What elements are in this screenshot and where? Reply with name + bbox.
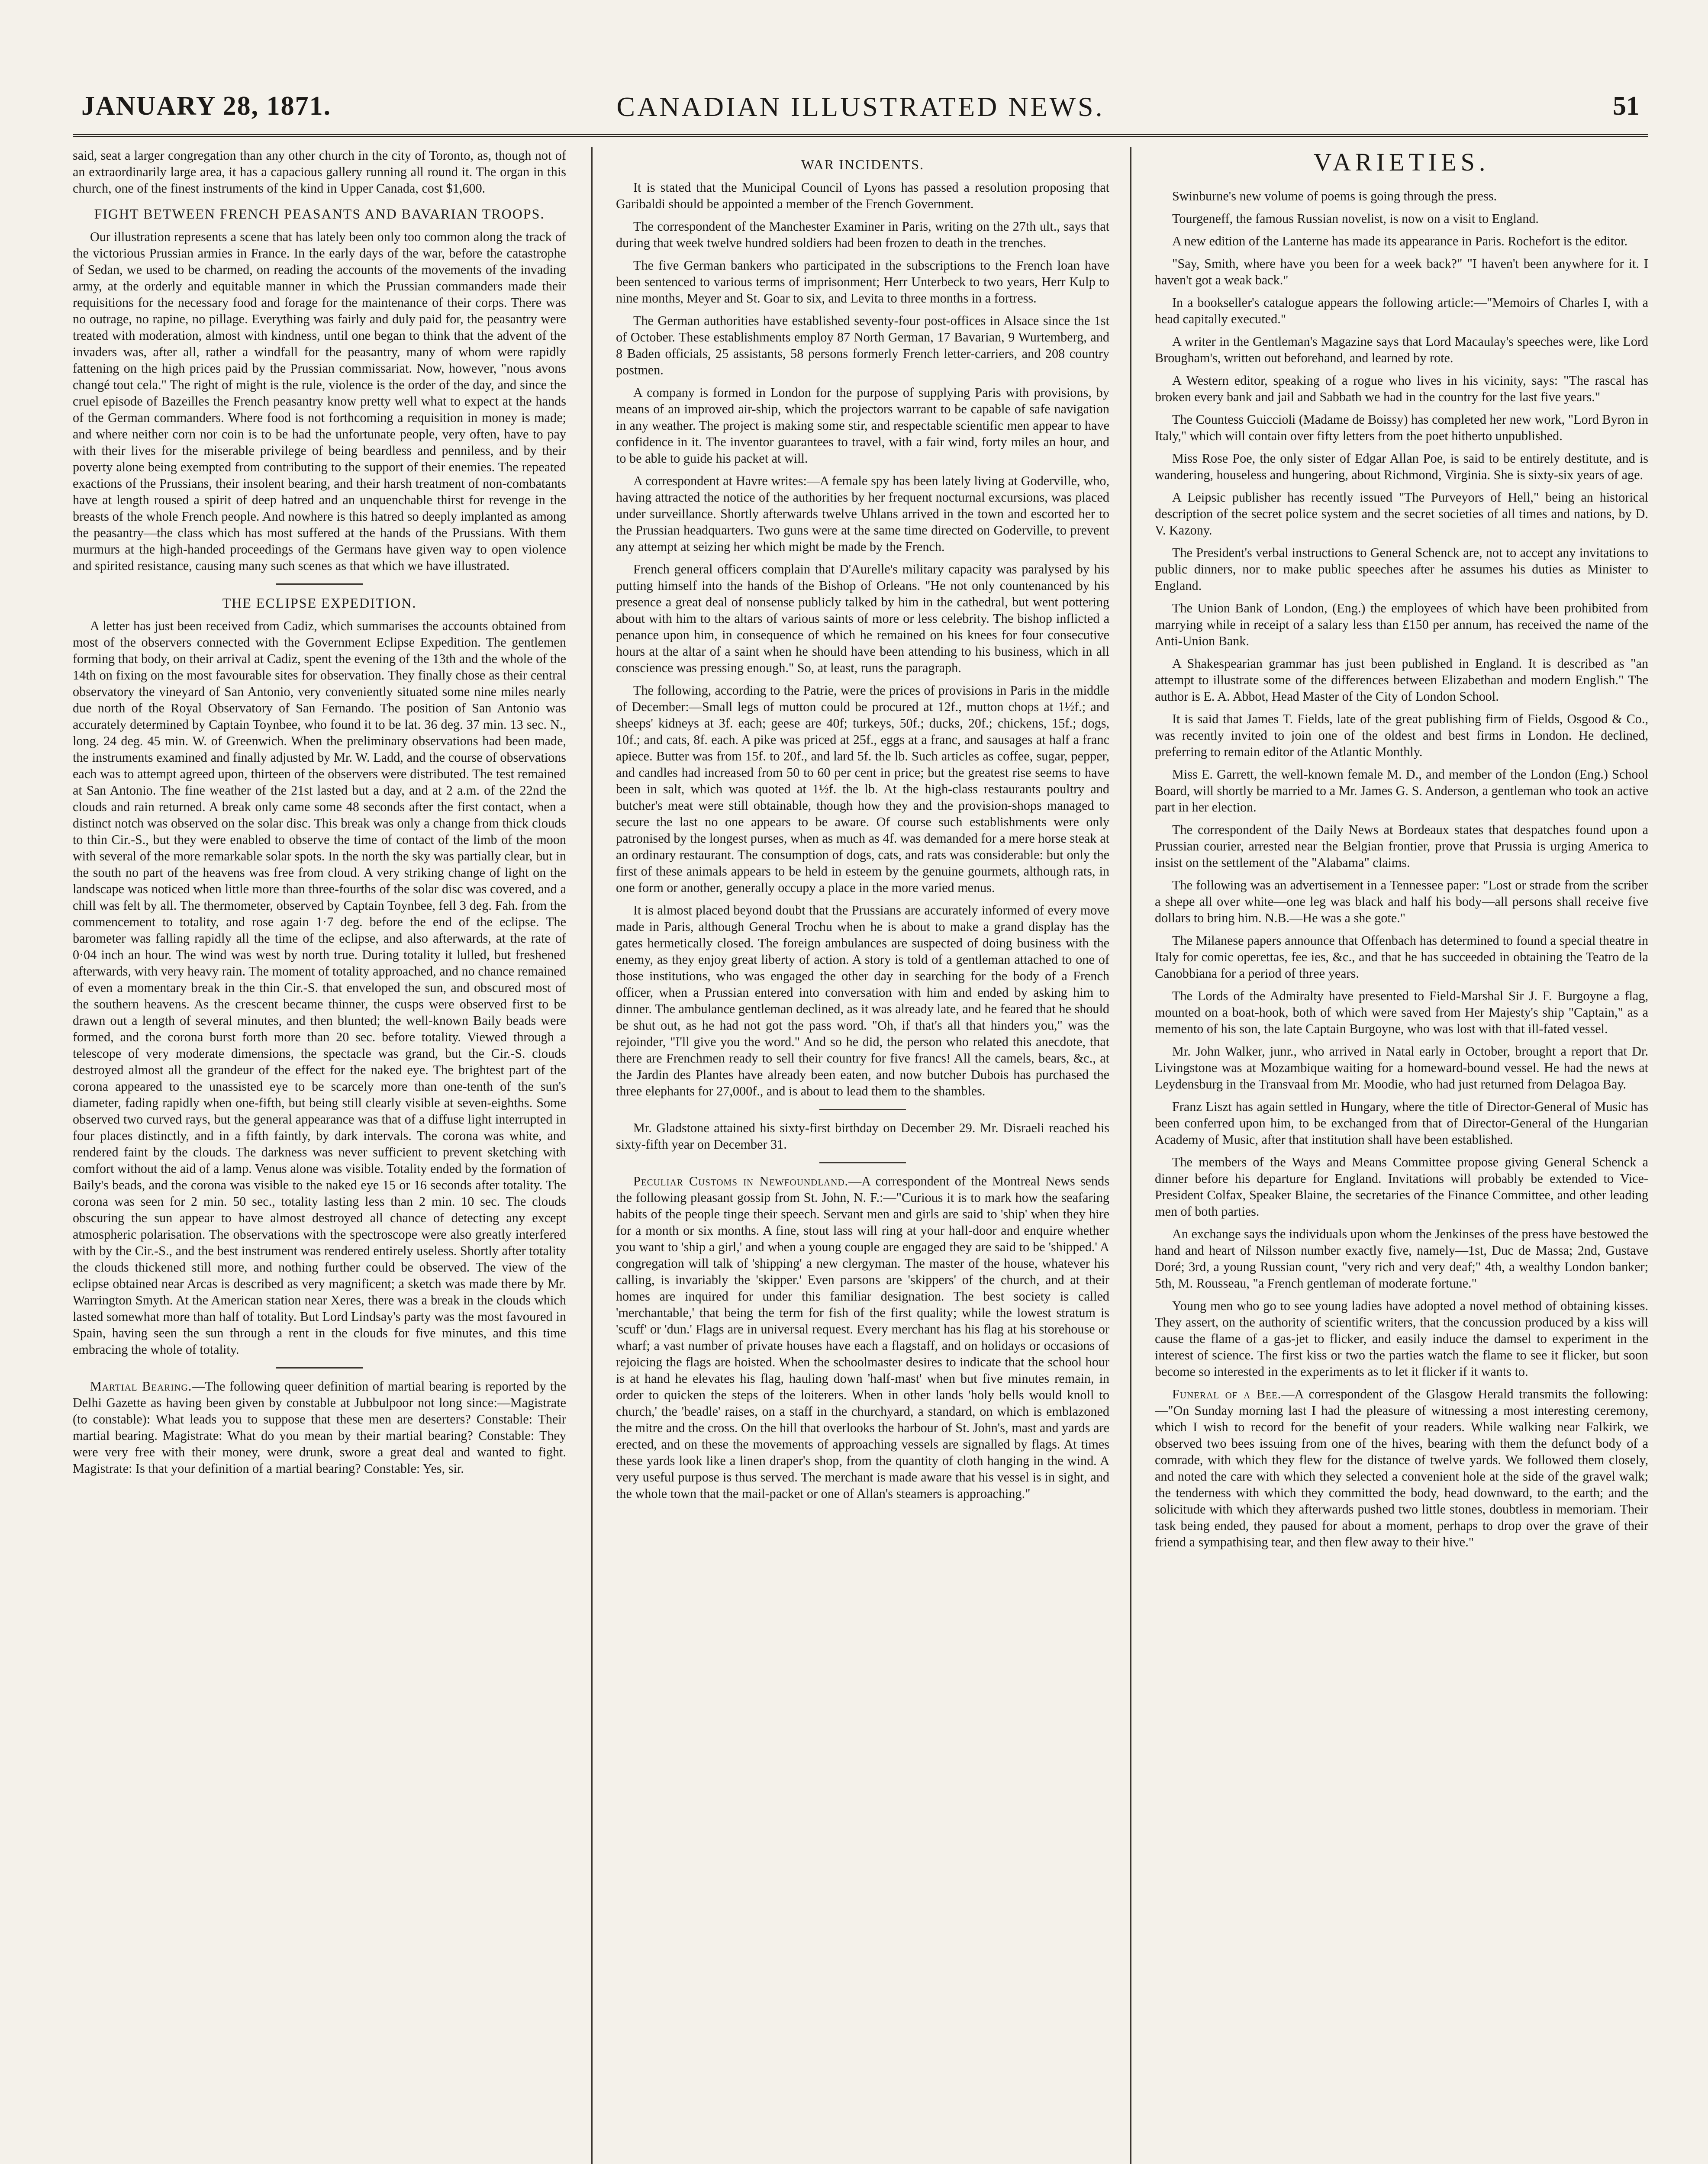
- paragraph: Miss E. Garrett, the well-known female M. D., and member of the London (Eng.) School Board, will shortly be married to a Mr. James G. S. Anderson, a gentleman who took an active part in her election.: [1155, 767, 1648, 815]
- paragraph: [73, 1378, 566, 1477]
- paragraph: Miss Rose Poe, the only sister of Edgar Allan Poe, is said to be entirely destitute, and is wandering, houseless and hungering, about Richmond, Virginia. She is sixty-six years of age.: [1155, 451, 1648, 482]
- paragraph: The Lords of the Admiralty have presented to Field-Marshal Sir J. F. Burgoyne a flag, mounted on a boat-hook, both of which were saved from Her Majesty's ship "Captain," as a memento of his son, the late Captain Burgoyne, who was lost with that ill-fated vessel.: [1155, 989, 1648, 1036]
- paragraph: A company is formed in London for the purpose of supplying Paris with provisions, by means of an improved air-ship, which the projectors warrant to be capable of safe navigation in any weather. The project is making some stir, and respectable scientific men appear to have confidence in it. The inventor guarantees to travel, with a fair wind, forty miles an hour, and to be able to guide his packet at will.: [616, 385, 1109, 466]
- paragraph: The President's verbal instructions to General Schenck are, not to accept any invitations to public dinners, nor to make public speeches after he assumes his duties as Minister to England.: [1155, 545, 1648, 593]
- paragraph: The members of the Ways and Means Committee propose giving General Schenck a dinner before his departure for England. Invitations will probably be extended to Vice-President Colfax, Speaker Blaine, the secretaries of the Finance Committee, and other leading men of both parties.: [1155, 1155, 1648, 1219]
- paragraph: It is almost placed beyond doubt that the Prussians are accurately informed of every move made in Paris, although General Trochu when he is about to make a grand display has the gates hermetically closed. The foreign ambulances are suspected of doing business with the enemy, as they enjoy great liberty of action. A story is told of a gentleman attached to one of those institutions, who was engaged the other day in searching for the body of a French officer, when a Prussian entered into conversation with him and ended by asking him to dinner. The ambulance gentleman declined, as it was already late, and he feared that he should be shut out, as he had not got the pass word. "Oh, if that's all that hinders you," was the rejoinder, "I'll give you the word." And so he did, the person who related this anecdote, that there are Frenchmen ready to sell their country for five francs! All the camels, bears, &c., at the Jardin des Plantes have already been eaten, and now butcher Dubois has purchased the three elephants for 27,000f., and is about to lead them to the shambles.: [616, 903, 1109, 1098]
- paragraph: The Milanese papers announce that Offenbach has determined to found a special theatre in Italy for comic operettas, fee ies, &c., and that he has succeeded in obtaining the Teatro de la Canobbiana for a period of three years.: [1155, 933, 1648, 981]
- paragraph: [616, 1173, 1109, 1502]
- paragraph: The Countess Guiccioli (Madame de Boissy) has completed her new work, "Lord Byron in Italy," which will contain over fifty letters from the poet hitherto unpublished.: [1155, 412, 1648, 443]
- paragraph: Mr. John Walker, junr., who arrived in Natal early in October, brought a report that Dr. Livingstone was at Mozambique waiting for a homeward-bound vessel. He had the news at Leydensburg in the Transvaal from Mr. Moodie, who had just returned from Delagoa Bay.: [1155, 1044, 1648, 1092]
- paragraph: The correspondent of the Daily News at Bordeaux states that despatches found upon a Prussian courier, arrested near the Belgian frontier, prove that Prussia is urging America to insist on the settlement of the "Alabama" claims.: [1155, 822, 1648, 870]
- paragraph: "Say, Smith, where have you been for a week back?" "I haven't been anywhere for it. I haven't got a weak back.": [1155, 256, 1648, 287]
- column-right: [1155, 147, 1648, 2164]
- section-heading: VARIETIES.: [1313, 148, 1490, 176]
- paragraph: Tourgeneff, the famous Russian novelist, is now on a visit to England.: [1172, 211, 1539, 226]
- column-rule-right: [1130, 147, 1131, 2164]
- article-heading: THE ECLIPSE EXPEDITION.: [222, 595, 417, 611]
- paragraph: Mr. Gladstone attained his sixty-first birthday on December 29. Mr. Disraeli reached his sixty-fifth year on December 31.: [616, 1121, 1109, 1152]
- paragraph-body: —A correspondent of the Montreal News sends the following pleasant gossip from St. John, N. F.:—"Curious it is to mark how the seafaring habits of the people tinge their speech. Servant men and girls are said to 'ship' when they hire for a month or six months. A fine, stout lass will ring at your hall-door and enquire whether you want to 'ship a girl,' and when a young couple are engaged they are said to be 'shipped.' A congregation will talk of 'shipping' a new clergyman. The master of the house, whatever his calling, is invariably the 'skipper.' Even parsons are 'skippers' of the church, and at their homes are inquired for under this familiar designation. The best society is called 'merchantable,' that being the term for fish of the first quality; while the lowest stratum is 'scuff' or 'dun.' Flags are in universal request. Every merchant has his flag at his storehouse or wharf; a vast number of private houses have each a flagstaff, and on holidays or occasions of rejoicing the flags are hoisted. When the schoolmaster desires to indicate that the school hour is at hand he elevates his flag, hauling down 'half-mast' when but five minutes remain, in order to quicken the steps of the loiterers. When in other lands 'holy bells would knoll to church,' the 'beadle' raises, on a staff in the churchyard, a standard, on which is emblazoned the mitre and the cross. On the hill that overlooks the harbour of St. John's, mast and yards are erected, and on these the movements of approaching vessels are signalled by flags. At times these yards look like a linen draper's shop, from the quantity of cloth hanging in the wind. A very useful purpose is thus served. The merchant is made aware that his vessel is in sight, and the whole town that the mail-packet or one of Allan's steamers is approaching.": [616, 1174, 1109, 1501]
- paragraph: Young men who go to see young ladies have adopted a novel method of obtaining kisses. They assert, on the authority of scientific writers, that the concussion produced by a kiss will cause the flame of a gas-jet to flicker, and easily induce the damsel to experiment in the interest of science. The first kiss or two the parties watch the flame to see it flicker, but soon become so interested in the experiments as to let it flicker if it wants to.: [1155, 1298, 1648, 1379]
- paragraph-body: —The following queer definition of martial bearing is reported by the Delhi Gazette as having been given by constable at Jubbulpoor not long since:—Magistrate (to constable): What leads you to suppose that these men are deserters? Constable: Their martial bearing. Magistrate: What do you mean by their martial bearing? Constable: They were very free with their money, were drunk, swore a great deal and wanted to fight. Magistrate: Is that your definition of a martial bearing? Constable: Yes, sir.: [73, 1379, 566, 1476]
- paragraph: A correspondent at Havre writes:—A female spy has been lately living at Goderville, who, having attracted the notice of the authorities by her frequent nocturnal excursions, was placed under surveillance. Shortly afterwards twelve Uhlans arrived in the town and escorted her to the Prussian headquarters. Two guns were at the same time directed on Goderville, to prevent any attempt at seizing her which might be made by the French.: [616, 473, 1109, 554]
- column-left: [73, 147, 566, 2164]
- paragraph-body: —A correspondent of the Glasgow Herald transmits the following:—"On Sunday morning last I had the pleasure of witnessing a most interesting ceremony, which I wish to record for the benefit of your readers. While walking near Falkirk, we observed two bees issuing from one of the hives, bearing with them the defunct body of a comrade, with which they flew for the distance of twelve yards. We followed them closely, and noted the care with which they selected a convenient hole at the side of the gravel walk; the tenderness with which they committed the body, head downward, to the earth; and the solicitude with which they afterwards pushed two little stones, doubtless in memoriam. Their task being ended, they paused for about a moment, perhaps to drop over the grave of their friend a sympathising tear, and then flew away to their hive.": [1155, 1387, 1648, 1549]
- article-heading: WAR INCIDENTS.: [801, 157, 924, 172]
- paragraph: A Shakespearian grammar has just been published in England. It is described as "an attempt to illustrate some of the differences between Elizabethan and modern English." The author is E. A. Abbot, Head Master of the City of London School.: [1155, 656, 1648, 704]
- paragraph: said, seat a larger congregation than any other church in the city of Toronto, as, though not of an extraordinarily large area, it has a capacious gallery running all round it. The organ in this church, one of the finest instruments of the kind in Upper Canada, cost $1,600.: [73, 148, 566, 196]
- paragraph-lead: Peculiar Customs in Newfoundland.: [633, 1174, 849, 1188]
- paragraph: A new edition of the Lanterne has made its appearance in Paris. Rochefort is the editor.: [1172, 234, 1628, 248]
- paragraph: The Union Bank of London, (Eng.) the employees of which have been prohibited from marrying while in receipt of a salary less than £150 per annum, has received the name of the Anti-Union Bank.: [1155, 601, 1648, 648]
- paragraph: It is said that James T. Fields, late of the great publishing firm of Fields, Osgood & Co., was recently invited to join one of the oldest and best firms in London. He declined, preferring to remain editor of the Atlantic Monthly.: [1155, 712, 1648, 759]
- paragraph-lead: Martial Bearing.: [90, 1379, 192, 1394]
- paragraph: A Leipsic publisher has recently issued "The Purveyors of Hell," being an historical description of the secret police system and the secret societies of all times and nations, by D. V. Kazony.: [1155, 490, 1648, 538]
- paragraph: The correspondent of the Manchester Examiner in Paris, writing on the 27th ult., says that during that week twelve hundred soldiers had been frozen to death in the trenches.: [616, 219, 1109, 250]
- paragraph: The following, according to the Patrie, were the prices of provisions in Paris in the middle of December:—Small legs of mutton could be procured at 12f., mutton chops at 1½f.; and sheeps' kidneys at 3f. each; geese are 40f; turkeys, 50f.; ducks, 20f.; chickens, 15f.; dogs, 10f.; and cats, 8f. each. A pike was priced at 25f., eggs at a franc, and sausages at half a franc apiece. Butter was from 15f. to 20f., and lard 5f. the lb. Such articles as coffee, sugar, pepper, and candles had increased from 50 to 60 per cent in price; but the greatest rise seems to have been in salt, which was quoted at 1½f. the lb. At the high-class restaurants poultry and butcher's meat were still obtainable, though how they and the provision-shops managed to secure the last no one appears to be aware. Of course such establishments were only patronised by the longest purses, when as much as 4f. was demanded for a mere horse steak at an ordinary restaurant. The consumption of dogs, cats, and rats was considerable: but only the first of these animals appears to be held in esteem by the genuine gourmets, although rats, in one form or another, generally occupy a place in the more varied menus.: [616, 683, 1109, 895]
- paragraph: Franz Liszt has again settled in Hungary, where the title of Director-General of Music has been conferred upon him, to be exchanged from that of Director-General of the Hungarian Academy of Music, after that institution shall have been established.: [1155, 1099, 1648, 1147]
- paragraph: Our illustration represents a scene that has lately been only too common along the track of the victorious Prussian armies in France. In the early days of the war, before the catastrophe of Sedan, we used to be charmed, on reading the accounts of the movements of the invading army, at the orderly and equitable manner in which the Prussian commanders made their requisitions for the necessary food and forage for the maintenance of their corps. There was no outrage, no rapine, no pillage. Everything was fairly and duly paid for, the peasantry were treated with moderation, almost with kindness, until one began to think that the advent of the invaders was, after all, rather a windfall for the peasantry, many of whom were rapidly fattening on the high prices paid by the Prussian commissariat. Now, however, "nous avons changé tout cela." The right of might is the rule, violence is the order of the day, and since the cruel episode of Bazeilles the French peasantry know pretty well what to expect at the hands of the German commanders. Where food is not forthcoming a requisition in money is made; and where neither corn nor coin is to be had the unfortunate people, very often, have to pay with their lives for the miserable privilege of being beardless and penniless, and by their poverty alone being exempted from contributing to the support of their enemies. The repeated exactions of the Prussians, their insolent bearing, and their harsh treatment of non-combatants have at length roused a spirit of deep hatred and an unquenchable thirst for revenge in the breasts of the whole French people. And nowhere is this hatred so deeply implanted as among the peasantry—the class which has most suffered at the hands of the Prussians. With them murmurs at the high-handed proceedings of the Germans have given way to open violence and spirited resistance, causing many such scenes as that which we have illustrated.: [73, 229, 566, 573]
- paragraph: It is stated that the Municipal Council of Lyons has passed a resolution proposing that Garibaldi should be appointed a member of the French Government.: [616, 180, 1109, 211]
- paragraph: A Western editor, speaking of a rogue who lives in his vicinity, says: "The rascal has broken every bank and jail and Sabbath we had in the country for the last five years.": [1155, 373, 1648, 404]
- divider: [276, 583, 363, 585]
- paragraph: The five German bankers who participated in the subscriptions to the French loan have been sentenced to various terms of imprisonment; Herr Unterbeck to two years, Herr Kulp to nine months, Meyer and St. Goar to six, and Levita to three months in a fortress.: [616, 258, 1109, 306]
- divider: [819, 1162, 906, 1163]
- page-number: 51: [1613, 91, 1640, 121]
- column-rule-left: [591, 147, 593, 2164]
- paragraph: A writer in the Gentleman's Magazine says that Lord Macaulay's speeches were, like Lord Brougham's, written out beforehand, and learned by rote.: [1155, 334, 1648, 365]
- article-heading: FIGHT BETWEEN FRENCH PEASANTS AND BAVARIAN TROOPS.: [94, 206, 545, 222]
- divider: [819, 1109, 906, 1110]
- newspaper-page: [73, 82, 1648, 2164]
- paragraph: French general officers complain that D'Aurelle's military capacity was paralysed by his putting himself into the hands of the Bishop of Orleans. "He not only countenanced by his presence a great deal of nonsense publicly talked by him in the cathedral, but went pottering about with him to the altars of various saints of more or less celebrity. The bishop inflicted a penance upon him, in consequence of which he remained on his knees for four consecutive hours at the altar of a saint when he should have been attending to his business, which in all conscience was pressing enough." So, at least, runs the paragraph.: [616, 562, 1109, 675]
- divider: [276, 1367, 363, 1369]
- paragraph: Swinburne's new volume of poems is going through the press.: [1172, 189, 1497, 203]
- issue-date: JANUARY 28, 1871.: [81, 91, 332, 121]
- masthead: [73, 82, 1648, 137]
- paragraph: An exchange says the individuals upon whom the Jenkinses of the press have bestowed the hand and heart of Nilsson number exactly five, namely—1st, Duc de Massa; 2nd, Gustave Doré; 3rd, a young Russian count, "very rich and very deaf;" 4th, a wealthy London banker; 5th, M. Rousseau, "a French gentleman of moderate fortune.": [1155, 1227, 1648, 1291]
- column-middle: [616, 147, 1109, 2164]
- paragraph: [1155, 1386, 1648, 1550]
- paragraph: The following was an advertisement in a Tennessee paper: "Lost or strade from the scriber a shepe all over white—one leg was black and half his body—all persons shall receive five dollars to bring him. N.B.—He was a she gote.": [1155, 878, 1648, 925]
- paragraph: A letter has just been received from Cadiz, which summarises the accounts obtained from most of the observers connected with the Government Eclipse Expedition. The gentlemen forming that body, on their arrival at Cadiz, spent the evening of the 13th and the whole of the 14th on fixing on the most favourable sites for observation. They finally chose as their central observatory the vineyard of San Antonio, very conveniently situated some nine miles nearly due north of the Royal Observatory of San Fernando. The position of San Antonio was accurately determined by Captain Toynbee, who found it to be lat. 36 deg. 37 min. 13 sec. N., long. 24 deg. 45 min. W. of Greenwich. When the preliminary observations had been made, the instruments examined and finally adjusted by Mr. W. Ladd, and the course of observations each was to attempt agreed upon, thirteen of the observers were distributed. The test remained at San Antonio. The fine weather of the 21st lasted but a day, and at 2 a.m. of the 22nd the clouds and rain returned. A break only came some 48 seconds after the first contact, when a distinct notch was observed on the solar disc. This break was only a change from thick clouds to thin Cir.-S., but they were enabled to observe the time of contact of the limb of the moon with several of the more remarkable solar spots. In the north the sky was partially clear, but in the south no part of the heavens was free from cloud. A very striking change of light on the landscape was noticed when little more than three-fourths of the solar disc was covered, and a chill was felt by all. The thermometer, observed by Captain Toynbee, fell 3 deg. Fah. from the commencement to totality, and rose again 1·7 deg. before the end of the eclipse. The barometer was falling rapidly all the time of the eclipse, and also afterwards, at the rate of 0·04 inch an hour. The wind was west by north true. During totality it lulled, but freshened afterwards, with very heavy rain. The moment of totality approached, and no chance remained of even a momentary break in the thin Cir.-S. that enveloped the sun, and obscured most of the southern heavens. As the crescent became thinner, the cusps were observed first to be drawn out a length of several minutes, and then blunted; the well-known Baily beads were formed, and the corona burst forth more than 20 sec. before totality. Viewed through a telescope of very moderate dimensions, the spectacle was grand, but the Cir.-S. clouds destroyed almost all the grandeur of the effect for the naked eye. The brightest part of the corona appeared to the unassisted eye to be scarcely more than one-tenth of the sun's diameter, fading rapidly when one-fifth, but being still clearly visible at seven-eighths. Some observed two curved rays, but the general appearance was that of a diffuse light interrupted in four places distinctly, and in a fifth faintly, by dark intervals. The corona was white, and rendered faint by the clouds. The darkness was never sufficient to prevent sketching with comfort without the aid of a lamp. Venus alone was visible. Totality ended by the formation of Baily's beads, and the corona was visible to the naked eye 15 or 16 seconds after totality. The corona was seen for 2 min. 50 sec., totality lasting less than 2 min. 10 sec. The clouds obscuring the sun appear to have almost destroyed all chance of detecting any except atmospheric polarisation. The observations with the spectroscope were also greatly interfered with by the Cir.-S., and the best instrument was rendered entirely useless. Shortly after totality the clouds thickened still more, and nothing further could be observed. The view of the eclipse obtained near Arcas is described as very magnificent; a sketch was made there by Mr. Warrington Smyth. At the American station near Xeres, there was a break in the clouds which lasted somewhat more than half of totality. But Lord Lindsay's party was the most favoured in Spain, having seen the sun through a rent in the clouds for five minutes, and this time embracing the whole of totality.: [73, 618, 566, 1357]
- paragraph: In a bookseller's catalogue appears the following article:—"Memoirs of Charles I, with a head capitally executed.": [1155, 295, 1648, 326]
- paragraph-lead: Funeral of a Bee.: [1172, 1387, 1282, 1401]
- paragraph: The German authorities have established seventy-four post-offices in Alsace since the 1st of October. These establishments employ 87 North German, 17 Bavarian, 9 Wurtemberg, and 8 Baden officials, 25 assistants, 58 persons formerly French letter-carriers, and 208 country postmen.: [616, 313, 1109, 377]
- newspaper-title: CANADIAN ILLUSTRATED NEWS.: [616, 91, 1105, 122]
